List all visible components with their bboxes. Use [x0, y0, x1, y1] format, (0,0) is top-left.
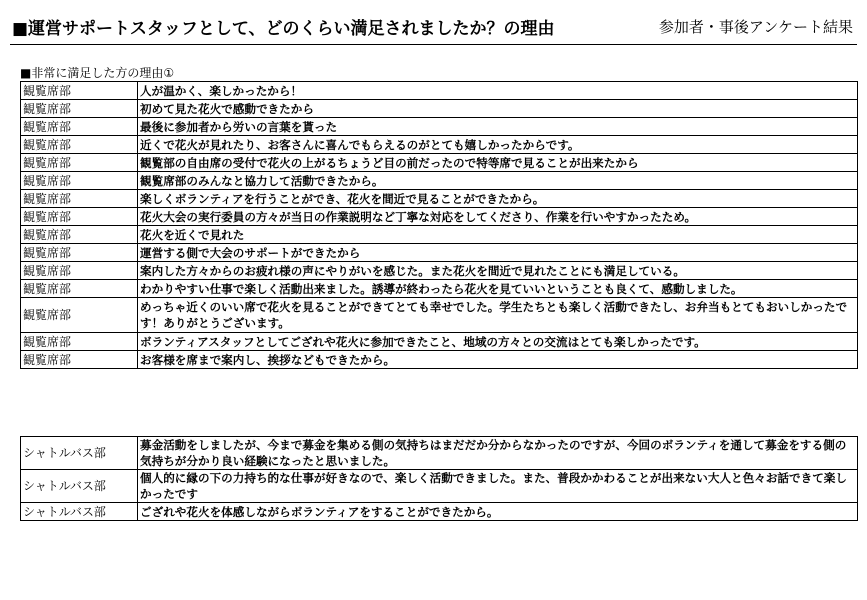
category-cell: シャトルバス部 [21, 437, 138, 470]
reason-cell: 個人的に縁の下の力持ち的な仕事が好きなので、楽しく活動できました。また、普段かかわることが出来ない大人と色々お話できて楽しかったです [138, 470, 858, 503]
reasons-table-viewing-seats [20, 81, 858, 369]
table-row [21, 226, 858, 244]
slide-subtitle: 参加者・事後アンケート結果 [658, 18, 853, 36]
reason-cell: お客様を席まで案内し、挨拶などもできたから。 [138, 351, 858, 369]
section-title: ■非常に満足した方の理由① [20, 66, 175, 80]
table-row [21, 470, 858, 503]
reason-cell: 楽しくボランティアを行うことができ、花火を間近で見ることができたから。 [138, 190, 858, 208]
category-cell: 観覧席部 [21, 280, 138, 298]
category-cell: 観覧席部 [21, 118, 138, 136]
slide-header [12, 14, 857, 40]
category-cell: 観覧席部 [21, 100, 138, 118]
table-row [21, 208, 858, 226]
category-cell: シャトルバス部 [21, 470, 138, 503]
reason-cell: 案内した方々からのお疲れ様の声にやりがいを感じた。また花火を間近で見れたことにも満足している。 [138, 262, 858, 280]
reason-cell: 観覧席部のみんなと協力して活動できたから。 [138, 172, 858, 190]
category-cell: 観覧席部 [21, 136, 138, 154]
category-cell: シャトルバス部 [21, 503, 138, 521]
table-row [21, 351, 858, 369]
slide-title: ■運営サポートスタッフとして、どのくらい満足されましたか？の理由 [12, 19, 555, 39]
category-cell: 観覧席部 [21, 262, 138, 280]
table-row [21, 503, 858, 521]
table-row [21, 136, 858, 154]
reason-cell: 募金活動をしましたが、今まで募金を集める側の気持ちはまだだか分からなかったのですが、今回のボランティを通して募金をする側の気持ちが分かり良い経験になったと思いました。 [138, 437, 858, 470]
reason-cell: 最後に参加者から労いの言葉を貰った [138, 118, 858, 136]
category-cell: 観覧席部 [21, 351, 138, 369]
reason-cell: 観覧部の自由席の受付で花火の上がるちょうど目の前だったので特等席で見ることが出来たから [138, 154, 858, 172]
category-cell: 観覧席部 [21, 82, 138, 100]
reason-cell: めっちゃ近くのいい席で花火を見ることができてとても幸せでした。学生たちとも楽しく活動できたし、お弁当もとてもおいしかったです！ありがとうございます。 [138, 298, 858, 333]
header-divider [10, 44, 857, 45]
table-row [21, 172, 858, 190]
category-cell: 観覧席部 [21, 154, 138, 172]
table-row [21, 190, 858, 208]
table-row [21, 298, 858, 333]
table-row [21, 437, 858, 470]
reason-cell: ござれや花火を体感しながらボランティアをすることができたから。 [138, 503, 858, 521]
table-row [21, 100, 858, 118]
table-row [21, 262, 858, 280]
table-row [21, 154, 858, 172]
category-cell: 観覧席部 [21, 244, 138, 262]
table-row [21, 118, 858, 136]
table-row [21, 244, 858, 262]
reason-cell: 花火を近くで見れた [138, 226, 858, 244]
category-cell: 観覧席部 [21, 226, 138, 244]
reason-cell: わかりやすい仕事で楽しく活動出来ました。誘導が終わったら花火を見ていいということも良くて、感動しました。 [138, 280, 858, 298]
reason-cell: 初めて見た花火で感動できたから [138, 100, 858, 118]
table-row [21, 280, 858, 298]
reason-cell: 運営する側で大会のサポートができたから [138, 244, 858, 262]
reason-cell: 近くで花火が見れたり、お客さんに喜んでもらえるのがとても嬉しかったからです。 [138, 136, 858, 154]
reason-cell: 人が温かく、楽しかったから！ [138, 82, 858, 100]
reason-cell: ボランティアスタッフとしてござれや花火に参加できたこと、地域の方々との交流はとても楽しかったです。 [138, 333, 858, 351]
table-row [21, 333, 858, 351]
category-cell: 観覧席部 [21, 208, 138, 226]
reason-cell: 花火大会の実行委員の方々が当日の作業説明など丁寧な対応をしてくださり、作業を行いやすかったため。 [138, 208, 858, 226]
category-cell: 観覧席部 [21, 190, 138, 208]
reasons-table-shuttle-bus [20, 436, 858, 521]
category-cell: 観覧席部 [21, 172, 138, 190]
category-cell: 観覧席部 [21, 333, 138, 351]
category-cell: 観覧席部 [21, 298, 138, 333]
table-row [21, 82, 858, 100]
